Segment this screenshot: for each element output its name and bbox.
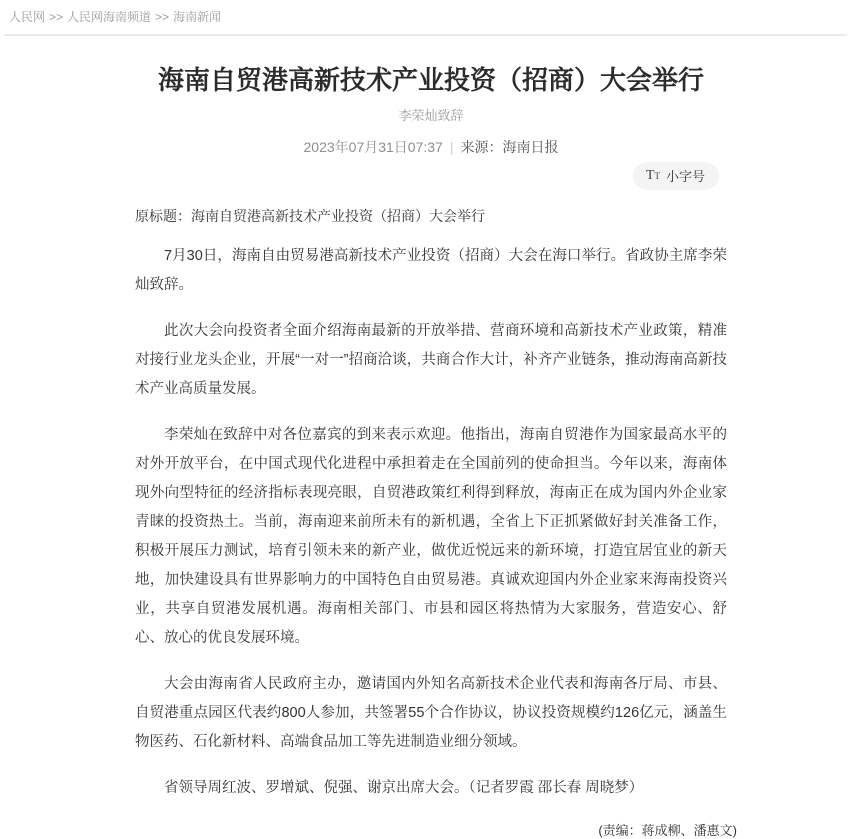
article-meta [135,138,727,157]
breadcrumb [0,0,862,25]
article-title: 海南自贸港高新技术产业投资（招商）大会举行 [157,65,704,95]
paragraph: 李荣灿在致辞中对各位嘉宾的到来表示欢迎。他指出，海南自贸港作为国家最高水平的对外开放平台，在中国式现代化进程中承担着走在全国前列的使命担当。今年以来，海南体现外向型特征的经济指标表现亮眼，自贸港政策红利得到释放，海南正在成为国内外企业家青睐的投资热土。当前，海南迎来前所未有的新机遇，全省上下正抓紧做好封关准备工作，积极开展压力测试，培育引领未来的新产业，做优近悦远来的新环境，打造宜居宜业的新天地，加快建设具有世界影响力的中国特色自由贸易港。真诚欢迎国内外企业家来海南投资兴业，共享自贸港发展机遇。海南相关部门、市县和园区将热情为大家服务，营造安心、舒心、放心的优良发展环境。 [135,427,727,646]
source-link[interactable]: 海南日报 [502,139,559,155]
breadcrumb-separator: >> [155,10,170,24]
breadcrumb-link-people-net[interactable]: 人民网 [9,10,46,24]
article-subtitle: 李荣灿致辞 [398,108,464,123]
paragraph: 7月30日，海南自由贸易港高新技术产业投资（招商）大会在海口举行。省政协主席李荣灿致辞。 [135,248,727,293]
original-title: 原标题：海南自贸港高新技术产业投资（招商）大会举行 [135,208,485,224]
font-size-button-label: 小字号 [665,169,705,184]
source [460,139,558,155]
breadcrumb-link-hainan-news[interactable]: 海南新闻 [173,10,222,24]
font-size-icon-large-t: T [645,167,655,183]
article [135,62,737,839]
paragraph: 此次大会向投资者全面介绍海南最新的开放举措、营商环境和高新技术产业政策，精准对接行业龙头企业，开展“一对一”招商洽谈，共商合作大计，补齐产业链条，推动海南高新技术产业高质量发展。 [135,323,727,397]
article-body [135,242,727,803]
paragraph: 大会由海南省人民政府主办，邀请国内外知名高新技术企业代表和海南各厅局、市县、自贸港重点园区代表约800人参加，共签署55个合作协议，协议投资规模约126亿元，涵盖生物医药、石化新材料、高端食品加工等先进制造业细分领域。 [135,676,727,750]
header-divider [4,34,847,36]
editor-credit: (责编：蒋成柳、潘惠文) [598,823,737,838]
article-toolbar [135,162,727,190]
source-label: 来源： [460,139,503,155]
paragraph: 省领导周红波、罗增斌、倪强、谢京出席大会。（记者罗霞 邵长春 周晓梦） [164,780,644,796]
meta-separator: | [449,139,454,155]
font-size-icon [646,169,660,183]
breadcrumb-link-hainan-channel[interactable]: 人民网海南频道 [67,10,152,24]
publish-date: 2023年07月31日07:37 [303,139,443,155]
font-size-icon-small-t: T [654,170,660,181]
font-size-button[interactable] [633,162,719,190]
breadcrumb-separator: >> [49,10,64,24]
